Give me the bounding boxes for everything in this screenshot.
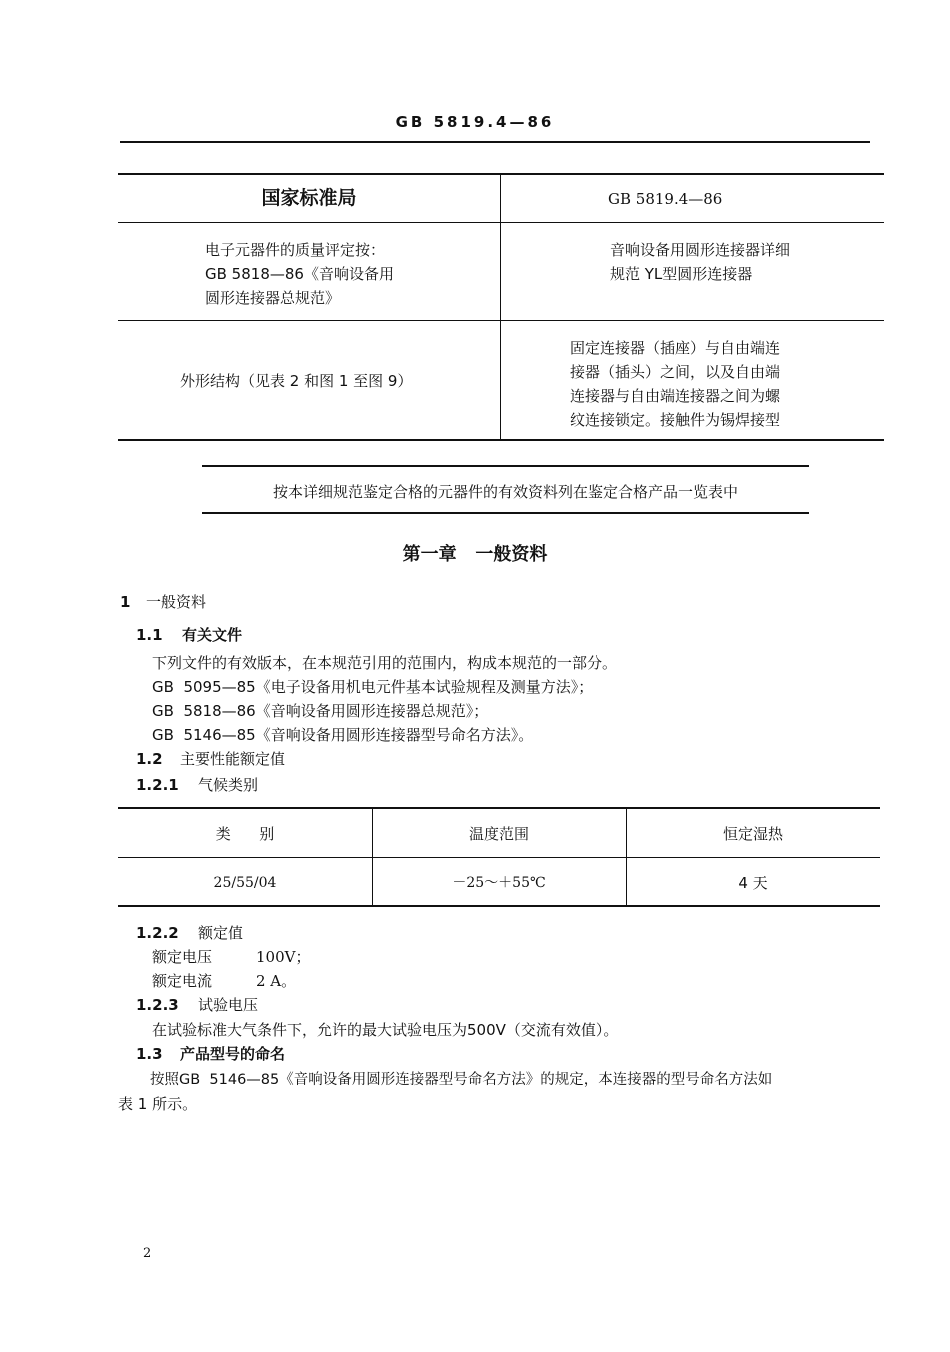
section-title: 一般资料 — [146, 593, 207, 611]
body-line: 下列文件的有效版本，在本规范引用的范围内，构成本规范的一部分。 — [152, 654, 618, 672]
reference-line: GB 5818—86《音响设备用圆形连接器总规范》； — [152, 702, 489, 720]
quality-assessment-line: 圆形连接器总规范》 — [205, 289, 341, 307]
chapter-title: 第一章 一般资料 — [402, 544, 548, 565]
running-header: GB 5819.4—86 — [395, 113, 555, 131]
table-cell: 25/55/04 — [213, 875, 277, 891]
header-rule — [120, 141, 870, 143]
section-title: 气候类别 — [198, 776, 259, 794]
cover-table-bottom-rule — [118, 439, 884, 441]
section-number: 1.2.2 — [136, 924, 179, 942]
reference-line: GB 5095—85《电子设备用机电元件基本试验规程及测量方法》； — [152, 678, 594, 696]
page-number: 2 — [143, 1246, 152, 1261]
cover-table-divider — [500, 174, 501, 440]
reference-line: GB 5146—85《音响设备用圆形连接器型号命名方法》。 — [152, 726, 534, 744]
rated-current-value: 2 A。 — [256, 972, 297, 990]
section-title: 有关文件 — [182, 626, 243, 644]
qualification-notice: 按本详细规范鉴定合格的元器件的有效资料列在鉴定合格产品一览表中 — [272, 483, 738, 501]
cover-table-row-rule — [118, 222, 884, 223]
table-header-cell: 恒定湿热 — [722, 825, 783, 843]
section-number: 1.3 — [136, 1045, 163, 1063]
cover-table-row-rule — [118, 320, 884, 321]
authority-name: 国家标准局 — [261, 187, 357, 209]
body-line: 在试验标准大气条件下，允许的最大试验电压为500V（交流有效值）。 — [152, 1021, 619, 1039]
section-title: 产品型号的命名 — [180, 1045, 286, 1063]
rated-voltage-label: 额定电压 — [152, 948, 213, 966]
notice-top-rule — [202, 465, 809, 467]
section-number: 1.2.1 — [136, 776, 179, 794]
table-header-rule — [118, 857, 880, 858]
quality-assessment-line: 电子元器件的质量评定按： — [205, 241, 386, 259]
table-top-rule — [118, 807, 880, 809]
notice-bottom-rule — [202, 512, 809, 514]
table-cell: 4 天 — [738, 874, 768, 892]
body-line: 表 1 所示。 — [118, 1095, 198, 1113]
spec-title-line: 音响设备用圆形连接器详细 — [610, 241, 791, 259]
table-bottom-rule — [118, 905, 880, 907]
section-number: 1.1 — [136, 626, 163, 644]
connection-description-line: 接器（插头）之间，以及自由端 — [570, 363, 781, 381]
cover-table-top-rule — [118, 173, 884, 175]
section-number: 1.2 — [136, 750, 163, 768]
section-title: 额定值 — [198, 924, 244, 942]
section-number: 1.2.3 — [136, 996, 179, 1014]
section-title: 主要性能额定值 — [180, 750, 286, 768]
table-header-cell: 类 别 — [215, 825, 275, 843]
table-cell: －25～＋55℃ — [452, 875, 546, 891]
outline-structure: 外形结构（见表 2 和图 1 至图 9） — [180, 372, 413, 390]
standard-number: GB 5819.4—86 — [608, 190, 723, 208]
table-header-cell: 温度范围 — [468, 825, 529, 843]
rated-voltage-value: 100V； — [256, 948, 311, 966]
quality-assessment-line: GB 5818—86《音响设备用 — [205, 265, 394, 283]
spec-title-line: 规范 YL型圆形连接器 — [610, 265, 753, 283]
body-line: 按照GB 5146—85《音响设备用圆形连接器型号命名方法》的规定，本连接器的型号命名方法如 — [150, 1072, 773, 1088]
rated-current-label: 额定电流 — [152, 972, 213, 990]
connection-description-line: 连接器与自由端连接器之间为螺 — [570, 387, 781, 405]
section-number: 1 — [120, 593, 131, 611]
section-title: 试验电压 — [198, 996, 259, 1014]
connection-description-line: 纹连接锁定。接触件为锡焊接型 — [570, 411, 781, 429]
connection-description-line: 固定连接器（插座）与自由端连 — [570, 339, 781, 357]
